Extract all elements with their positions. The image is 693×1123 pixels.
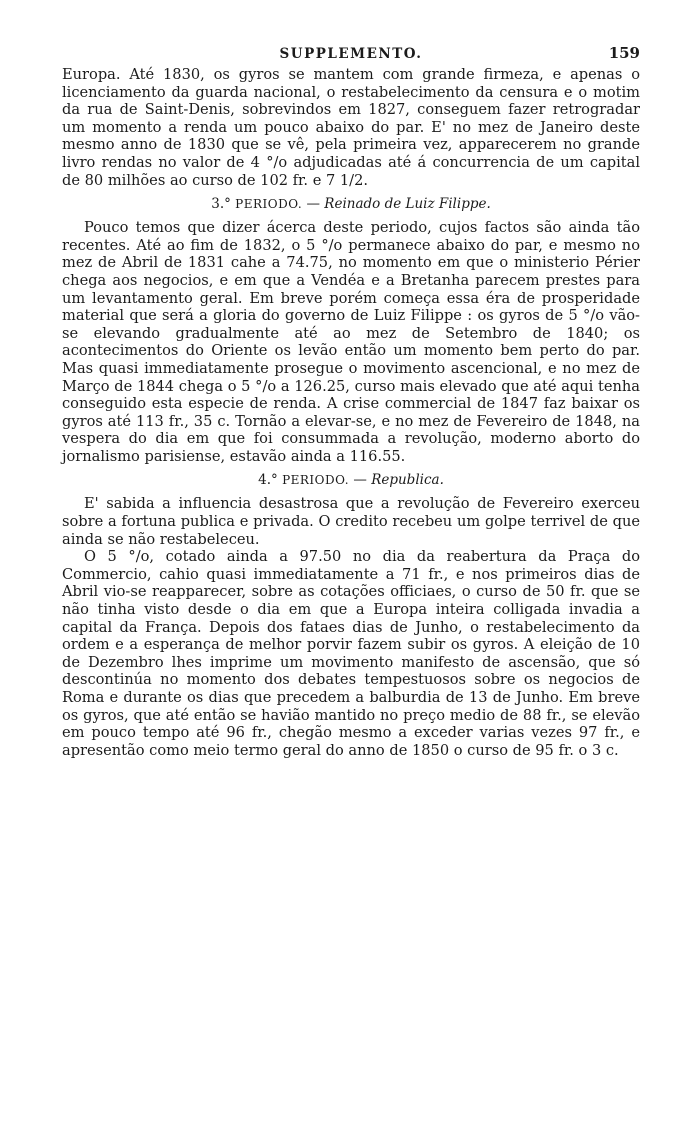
document-page xyxy=(62,42,640,759)
page-number: 159 xyxy=(608,44,640,62)
section-number: 4.° xyxy=(258,472,278,489)
section-title: Republica. xyxy=(371,472,444,489)
section-title: Reinado de Luiz Filippe. xyxy=(324,196,491,213)
section-heading-4 xyxy=(62,471,640,489)
section-label: PERIODO. xyxy=(235,197,303,212)
page-header xyxy=(62,42,640,64)
paragraph-europa: Europa. Até 1830, os gyros se mantem com grande firmeza, e apenas o licenciamento da guarda nacional, o restabelecimento da censura e o motim da rua de Saint-Denis, sobrevindos em 1827, conseguem fazer retrogradar um momento a renda um pouco abaixo do par. E' no mez de Janeiro deste mesmo anno de 1830 que se vê, pela primeira vez, apparecerem no grande livro rendas no valor de 4 °/o adjudicadas até á concurrencia de um capital de 80 milhões ao curso de 102 fr. e 7 1/2. xyxy=(62,66,640,189)
paragraph-cinco-por-cento: O 5 °/o, cotado ainda a 97.50 no dia da reabertura da Praça do Commercio, cahio quasi immediatamente a 71 fr., e nos primeiros dias de Abril vio-se reapparecer, sobre as cotações officiaes, o curso de 50 fr. que se não tinha visto desde o dia em que a Europa inteira colligada invadia a capital da França. Depois dos fataes dias de Junho, o restabelecimento da ordem e a esperança de melhor porvir fazem subir os gyros. A eleição de 10 de Dezembro lhes imprime um movimento manifesto de ascensão, que só descontinúa no momento dos debates tempestuosos sobre os negocios de Roma e durante os dias que precedem a balburdia de 13 de Junho. Em breve os gyros, que até então se havião mantido no preço medio de 88 fr., se elevão em pouco tempo até 96 fr., chegão mesmo a exceder varias vezes 97 fr., e apresentão como meio termo geral do anno de 1850 o curso de 95 fr. o 3 c. xyxy=(62,548,640,759)
section-heading-3 xyxy=(62,195,640,213)
section-label: PERIODO. xyxy=(282,473,350,488)
section-dash: — xyxy=(353,472,367,489)
section-dash: — xyxy=(306,196,320,213)
running-title: SUPPLEMENTO. xyxy=(279,46,423,62)
paragraph-luiz-filippe: Pouco temos que dizer ácerca deste periodo, cujos factos são ainda tão recentes. Até ao fim de 1832, o 5 °/o permanece abaixo do par, e mesmo no mez de Abril de 1831 cahe a 74.75, no momento em que o ministerio Périer chega aos negocios, e em que a Vendéa e a Bretanha parecem prestes para um levantamento geral. Em breve porém começa essa éra de prosperidade material que será a gloria do governo de Luiz Filippe : os gyros de 5 °/o vão-se elevando gradualmente até ao mez de Setembro de 1840; os acontecimentos do Oriente os levão então um momento bem perto do par. Mas quasi immediatamente prosegue o movimento ascencional, e no mez de Março de 1844 chega o 5 °/o a 126.25, curso mais elevado que até aqui tenha conseguido esta especie de renda. A crise commercial de 1847 faz baixar os gyros até 113 fr., 35 c. Tornão a elevar-se, e no mez de Fevereiro de 1848, na vespera do dia em que foi consummada a revolução, moderno aborto do jornalismo parisiense, estavão ainda a 116.55. xyxy=(62,219,640,465)
section-number: 3.° xyxy=(211,196,231,213)
paragraph-revolucao: E' sabida a influencia desastrosa que a revolução de Fevereiro exerceu sobre a fortuna publica e privada. O credito recebeu um golpe terrivel de que ainda se não restabeleceu. xyxy=(62,495,640,548)
